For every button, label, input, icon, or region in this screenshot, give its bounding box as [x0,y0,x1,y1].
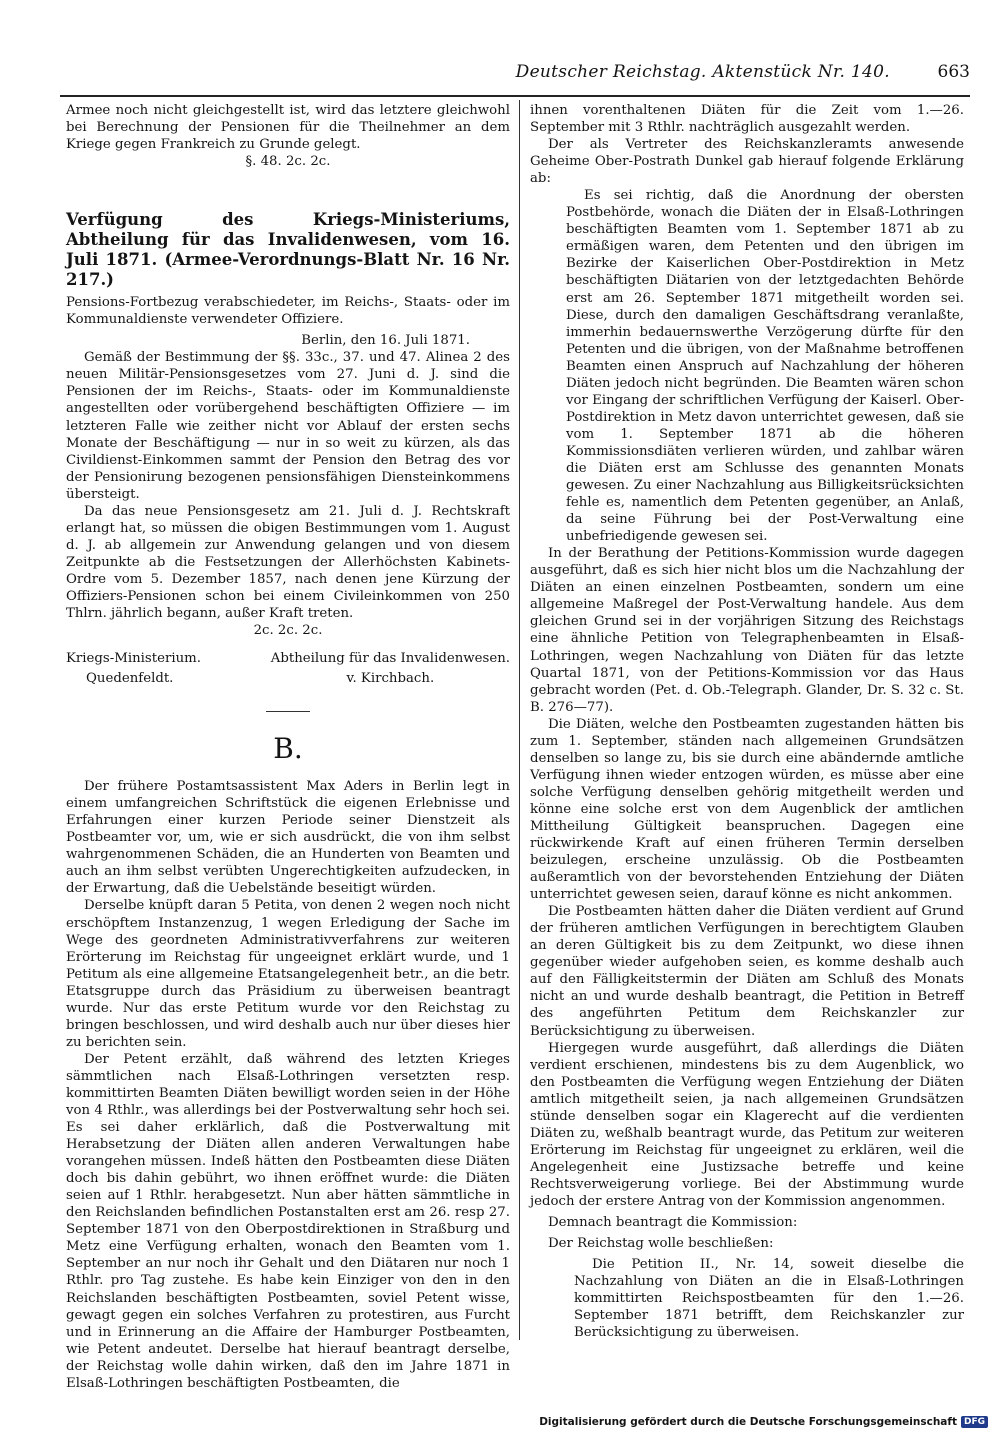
section-rule [266,711,310,712]
right-paragraph-6: Die Postbeamten hätten daher die Diäten verdient auf Grund der früheren amtlichen Verfügungen in berechtigtem Glauben an deren Gültigkeit bis zu dem Zeitpunkt, wo diese ihnen gegenüber wieder aufgehoben seien, es komme deshalb auch auf den Fälligkeitstermin der Diäten am Schluß des Monats nicht an und wurde deshalb beantragt, die Petition in Betreff des angeführten Petitum dem Reichskanzler zur Berücksichtigung zu überweisen. [530,904,964,1039]
dfg-logo: DFG [961,1416,988,1428]
decree-ref: 2c. 2c. 2c. [253,623,323,639]
footer-text: Digitalisierung gefördert durch die Deutsche Forschungsgemeinschaft [539,1416,957,1428]
statement-quote: Es sei richtig, daß die Anordnung der obersten Postbehörde, wonach die Diäten der in Elsaß-Lothringen beschäftigten Beamten vom 1. September 1871 ab zu ermäßigen waren, dem Petenten und den übrigen im Bezirke der Kaiserlichen Ober-Postdirektion in Metz beschäftigten Diätarien von der letztgedachten Behörde erst am 26. September 1871 mitgetheilt worden sei. Diese, durch den damaligen Geschäftsdrang veranlaßte, immerhin bedauernswerthe Verzögerung dürfte für den Petenten und die übrigen, von der Maßnahme betroffenen Beamten einen Anspruch auf Nachzahlung der höheren Diäten jedoch nicht begründen. Die Beamten wären schon vor Eingang der schriftlichen Verfügung der Kaiserl. Ober-Postdirektion in Metz davon unterrichtet gewesen, daß sie vom 1. September 1871 ab die höheren Kommissionsdiäten verlieren würden, und zahlbar wären die Diäten erst am Schlusse des genannten Monats gewesen. Zu einer Nachzahlung aus Billigkeitsrücksichten fehle es, namentlich dem Petenten gegenüber, an Anlaß, da seine Führung bei der Post-Verwaltung eine unbefriedigende gewesen sei. [566,188,964,545]
petition-paragraph-1: Der frühere Postamtsassistent Max Aders in Berlin legt in einem umfangreichen Schriftstück die eigenen Erlebnisse und Erfahrungen einer kurzen Periode seiner Dienstzeit als Postbeamter vor, um, wie er sich ausdrückt, die von ihm selbst wahrgenommenen Schäden, die an Hunderten von Beamten und auch an ihm selbst verübten Ungerechtigkeiten aufzudecken, in der Erwartung, daß die Uebelstände beseitigt würden. [66,779,510,897]
right-paragraph-7: Hiergegen wurde ausgeführt, daß allerdings die Diäten verdient erschienen, mindestens bis zu dem Augenblick, wo den Postbeamten die Verfügung wegen Entziehung der Diäten amtlich mitgetheilt seien, ja nach allgemeinen Grundsätzen stünde denselben sogar ein Klagerecht auf die verdienten Diäten zu, weßhalb beantragt wurde, das Petitum zur weiteren Erörterung im Reichstag für ungeeignet zu erklären, weil die Angelegenheit eine Justizsache betreffe und keine Rechtsverweigerung vorliege. Bei der Abstimmung wurde jedoch der erstere Antrag von der Kommission angenommen. [530,1040,964,1209]
right-paragraph-4: In der Berathung der Petitions-Kommission wurde dagegen ausgeführt, daß es sich hier nicht blos um die Nachzahlung der Diäten an einen einzelnen Postbeamten, sondern um eine allgemeine Maßregel der Post-Verwaltung handele. Aus dem gleichen Grund sei in der vorjährigen Sitzung des Reichstags eine ähnliche Petition von Telegraphenbeamten in Elsaß-Lothringen, wegen Nachzahlung von Diäten für das letzte Quartal 1871, von der Petitions-Kommission vor das Haus gebracht worden (Pet. d. Ob.-Telegraph. Glander, Dr. S. 32 c. St. B. 276—77). [530,546,964,715]
right-paragraph-1: ihnen vorenthaltenen Diäten für die Zeit vom 1.—26. September mit 3 Rthlr. nachträglich ausgezahlt werden. [530,103,964,136]
page-number: 663 [937,62,970,82]
decree-paragraph-1: Gemäß der Bestimmung der §§. 33c., 37. und 47. Alinea 2 des neuen Militär-Pensionsgesetzes vom 27. Juni d. J. sind die Pensionen der im Reichs-, Staats- oder im Kommunaldienste angestellten oder vorübergehend beschäftigten Offiziere — im letzteren Falle wie zeither nicht vor Ablauf der ersten sechs Monate der Beschäftigung — nur in so weit zu kürzen, als das Civildienst-Einkommen sammt der Pension den Betrag des vor der Pensionirung bezogenen pensionsfähigen Diensteinkommens übersteigt. [66,350,510,502]
signature-ministry: Kriegs-Ministerium. [66,651,201,667]
header-rule [60,95,970,97]
signature-block [66,649,510,689]
running-header [60,62,970,92]
header-title: Deutscher Reichstag. Aktenstück Nr. 140. [515,62,890,82]
petition-paragraph-2: Derselbe knüpft daran 5 Petita, von denen 2 wegen noch nicht erschöpftem Instanzenzug, 1 wegen Erledigung der Sache im Wege des geordneten Administrativverfahrens zur weiteren Erörterung im Reichstag für ungeeignet erklärt wurde, und 1 Petitum als eine allgemeine Etatsangelegenheit betr., an die betr. Etatsgruppe durch das Präsidium zu überweisen beantragt wurde. Nur das erste Petitum wurde vor den Reichstag zu bringen beschlossen, und wird deshalb auch nur über dieses hier zu berichten sein. [66,898,510,1050]
section-letter: B. [273,732,303,766]
signature-department: Abtheilung für das Invalidenwesen. [270,651,510,667]
right-column [530,102,964,1341]
left-intro: Armee noch nicht gleichgestellt ist, wird das letztere gleichwohl bei Berechnung der Pensionen für die Theilnehmer an dem Kriege gegen Frankreich zu Grunde gelegt. [66,103,510,153]
reichstag-resolution: Der Reichstag wolle beschließen: [548,1236,774,1252]
right-paragraph-2: Der als Vertreter des Reichskanzleramts anwesende Geheime Ober-Postrath Dunkel gab hierauf folgende Erklärung ab: [530,137,964,187]
left-column [66,102,510,1392]
decree-paragraph-2: Da das neue Pensionsgesetz am 21. Juli d. J. Rechtskraft erlangt hat, so müssen die obigen Bestimmungen vom 1. August d. J. ab allgemein zur Anwendung gelangen und von diesem Zeitpunkte ab die Festsetzungen der Allerhöchsten Kabinets-Ordre vom 5. Dezember 1857, nach denen jene Kürzung der Offiziers-Pensionen schon bei einem Civileinkommen von 250 Thlrn. jährlich begann, außer Kraft treten. [66,503,510,622]
column-divider [519,100,520,1340]
commission-motion: Demnach beantragt die Kommission: [548,1215,798,1231]
petition-paragraph-3: Der Petent erzählt, daß während des letzten Krieges sämmtlichen nach Elsaß-Lothringen versetzten resp. kommittirten Beamten Diäten bewilligt worden seien in der Höhe von 4 Rthlr., was allerdings bei der Postverwaltung sehr hoch sei. Es sei daher erklärlich, daß die Postverwaltung mit Herabsetzung der Diäten allen anderen Verwaltungen habe vorangehen müssen. Indeß hätten den Postbeamten diese Diäten doch bis dahin gebührt, wo ihnen eröffnet wurde: die Diäten seien auf 1 Rthlr. herabgesetzt. Nun aber hätten sämmtliche in den Reichslanden befindlichen Postanstalten erst am 26. resp 27. September 1871 von den Oberpostdirektionen in Straßburg und Metz eine Verfügung erhalten, wonach den Beamten vom 1. September an nur noch ihr Gehalt und den Diätaren nur noch 1 Rthlr. pro Tag zustehe. Es habe kein Einziger von den in den Reichslanden beschäftigten Postbeamten, soviel Petent wisse, gewagt gegen ein solches Verfahren zu protestiren, aus Furcht und in Erinnerung an die Affaire der Hamburger Postbeamten, wie Petent andeutet. Derselbe hat hierauf beantragt derselbe, der Reichstag wolle dahin wirken, daß den im Jahre 1871 in Elsaß-Lothringen beschäftigten Postbeamten, die [66,1051,510,1391]
decree-heading: Verfügung des Kriegs-Ministeriums, Abtheilung für das Invalidenwesen, vom 16. Juli 1871. (Armee-Verordnungs-Blatt Nr. 16 Nr. 217.) [66,210,510,290]
left-intro-ref: §. 48. 2c. 2c. [245,154,331,170]
signature-name-left: Quedenfeldt. [86,671,174,687]
decree-dateline: Berlin, den 16. Juli 1871. [301,333,470,349]
right-paragraph-5: Die Diäten, welche den Postbeamten zugestanden hätten bis zum 1. September, ständen nach allgemeinen Grundsätzen denselben so lange zu, bis sie durch eine abändernde amtliche Verfügung ihnen wieder entzogen würden, es müsse aber eine solche Verfügung denselben gehörig mitgetheilt werden und könne eine solche erst von dem Augenblick der amtlichen Mittheilung Gültigkeit beanspruchen. Dagegen eine rückwirkende Kraft auf einen früheren Termin derselben beizulegen, erscheine unzulässig. Ob die Postbeamten außeramtlich von der bevorstehenden Entziehung der Diäten unterrichtet gewesen seien, darauf könne es nicht ankommen. [530,716,964,903]
signature-name-right: v. Kirchbach. [346,671,435,687]
digitization-footer [539,1416,988,1428]
decree-subheading: Pensions-Fortbezug verabschiedeter, im Reichs-, Staats- oder im Kommunaldienste verwendeter Offiziere. [66,295,510,328]
resolution-text: Die Petition II., Nr. 14, soweit dieselbe die Nachzahlung von Diäten an die in Elsaß-Lothringen kommittirten Reichspostbeamten für den 1.—26. September 1871 betrifft, dem Reichskanzler zur Berücksichtigung zu überweisen. [574,1257,964,1341]
